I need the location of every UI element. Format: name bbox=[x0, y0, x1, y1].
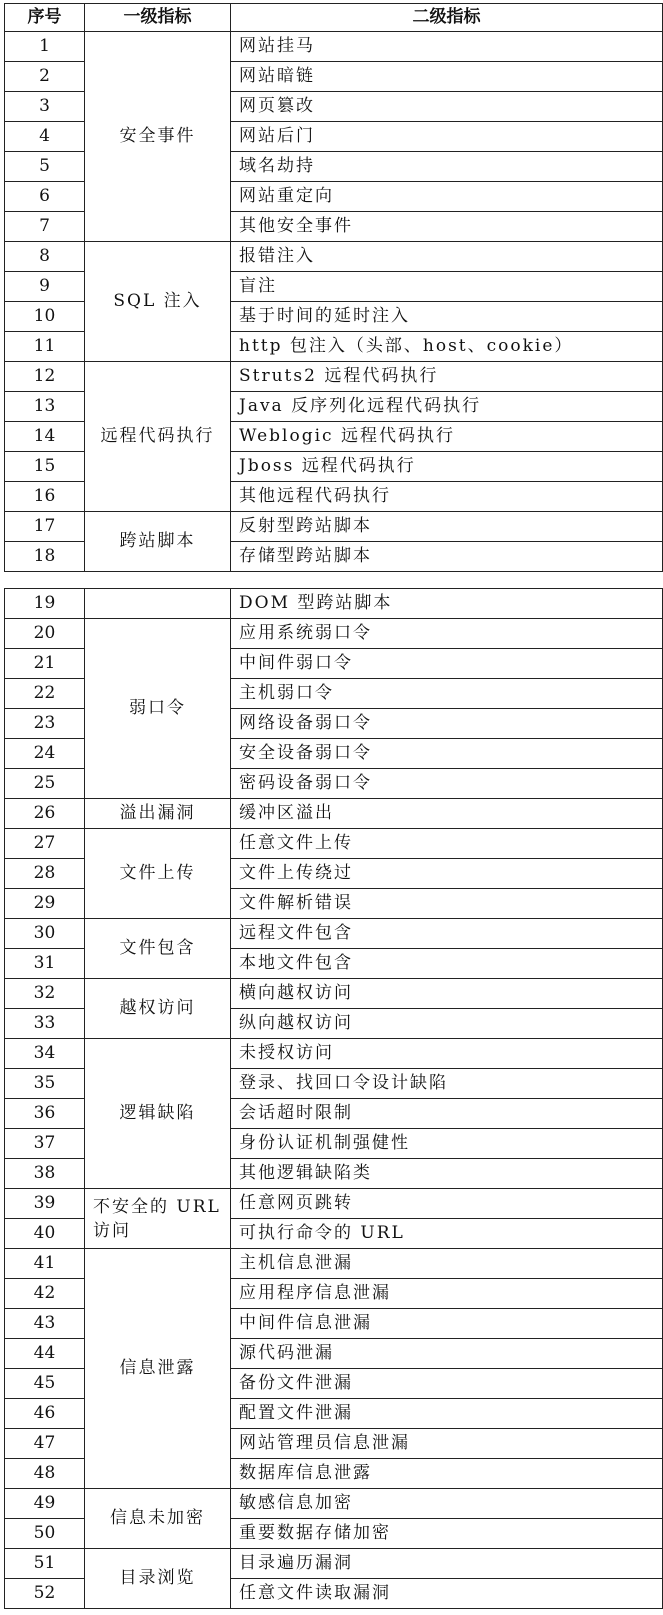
row-number: 23 bbox=[5, 709, 85, 739]
level1-category: 不安全的 URL 访问 bbox=[85, 1189, 231, 1249]
level2-item: 盲注 bbox=[231, 272, 663, 302]
table-row bbox=[5, 512, 663, 542]
level2-item: 配置文件泄漏 bbox=[231, 1399, 663, 1429]
row-number: 41 bbox=[5, 1249, 85, 1279]
row-number: 37 bbox=[5, 1129, 85, 1159]
row-number: 35 bbox=[5, 1069, 85, 1099]
level1-category-continued bbox=[85, 589, 231, 619]
table-row bbox=[5, 589, 663, 619]
level2-item: 重要数据存储加密 bbox=[231, 1519, 663, 1549]
level2-item: 可执行命令的 URL bbox=[231, 1219, 663, 1249]
row-number: 32 bbox=[5, 979, 85, 1009]
level2-item: 报错注入 bbox=[231, 242, 663, 272]
row-number: 29 bbox=[5, 889, 85, 919]
row-number: 4 bbox=[5, 122, 85, 152]
row-number: 33 bbox=[5, 1009, 85, 1039]
level1-category: 远程代码执行 bbox=[85, 362, 231, 512]
row-number: 47 bbox=[5, 1429, 85, 1459]
table-row bbox=[5, 829, 663, 859]
row-number: 44 bbox=[5, 1339, 85, 1369]
row-number: 49 bbox=[5, 1489, 85, 1519]
row-number: 28 bbox=[5, 859, 85, 889]
level2-item: 网络设备弱口令 bbox=[231, 709, 663, 739]
row-number: 14 bbox=[5, 422, 85, 452]
row-number: 43 bbox=[5, 1309, 85, 1339]
row-number: 19 bbox=[5, 589, 85, 619]
level2-item: 网站重定向 bbox=[231, 182, 663, 212]
row-number: 45 bbox=[5, 1369, 85, 1399]
row-number: 52 bbox=[5, 1579, 85, 1609]
table-row bbox=[5, 242, 663, 272]
row-number: 13 bbox=[5, 392, 85, 422]
row-number: 26 bbox=[5, 799, 85, 829]
level2-item: 基于时间的延时注入 bbox=[231, 302, 663, 332]
level1-category: 溢出漏洞 bbox=[85, 799, 231, 829]
row-number: 27 bbox=[5, 829, 85, 859]
table-row bbox=[5, 1039, 663, 1069]
level1-category: 文件上传 bbox=[85, 829, 231, 919]
row-number: 51 bbox=[5, 1549, 85, 1579]
level2-item: 文件解析错误 bbox=[231, 889, 663, 919]
level2-item: 应用系统弱口令 bbox=[231, 619, 663, 649]
level2-item: 横向越权访问 bbox=[231, 979, 663, 1009]
row-number: 5 bbox=[5, 152, 85, 182]
level2-item: Struts2 远程代码执行 bbox=[231, 362, 663, 392]
level2-item: 主机弱口令 bbox=[231, 679, 663, 709]
row-number: 24 bbox=[5, 739, 85, 769]
header-level1: 一级指标 bbox=[85, 4, 231, 32]
row-number: 11 bbox=[5, 332, 85, 362]
level1-category: 安全事件 bbox=[85, 32, 231, 242]
level2-item: 应用程序信息泄漏 bbox=[231, 1279, 663, 1309]
level1-category: 弱口令 bbox=[85, 619, 231, 799]
header-no: 序号 bbox=[5, 4, 85, 32]
level2-item: 任意文件读取漏洞 bbox=[231, 1579, 663, 1609]
row-number: 34 bbox=[5, 1039, 85, 1069]
level2-item: DOM 型跨站脚本 bbox=[231, 589, 663, 619]
level2-item: 纵向越权访问 bbox=[231, 1009, 663, 1039]
row-number: 7 bbox=[5, 212, 85, 242]
indicator-table-part1 bbox=[4, 3, 663, 572]
level1-category: 越权访问 bbox=[85, 979, 231, 1039]
row-number: 36 bbox=[5, 1099, 85, 1129]
row-number: 8 bbox=[5, 242, 85, 272]
level2-item: 中间件弱口令 bbox=[231, 649, 663, 679]
level1-category: 信息泄露 bbox=[85, 1249, 231, 1489]
row-number: 10 bbox=[5, 302, 85, 332]
row-number: 9 bbox=[5, 272, 85, 302]
level2-item: 任意文件上传 bbox=[231, 829, 663, 859]
level2-item: 会话超时限制 bbox=[231, 1099, 663, 1129]
level2-item: Weblogic 远程代码执行 bbox=[231, 422, 663, 452]
row-number: 6 bbox=[5, 182, 85, 212]
row-number: 20 bbox=[5, 619, 85, 649]
row-number: 18 bbox=[5, 542, 85, 572]
level2-item: 密码设备弱口令 bbox=[231, 769, 663, 799]
indicator-table-part2 bbox=[4, 588, 663, 1609]
level2-item: 远程文件包含 bbox=[231, 919, 663, 949]
row-number: 21 bbox=[5, 649, 85, 679]
level2-item: 备份文件泄漏 bbox=[231, 1369, 663, 1399]
level2-item: Jboss 远程代码执行 bbox=[231, 452, 663, 482]
level2-item: 其他远程代码执行 bbox=[231, 482, 663, 512]
level2-item: 其他逻辑缺陷类 bbox=[231, 1159, 663, 1189]
level2-item: 主机信息泄漏 bbox=[231, 1249, 663, 1279]
level2-item: 中间件信息泄漏 bbox=[231, 1309, 663, 1339]
level2-item: 网站管理员信息泄漏 bbox=[231, 1429, 663, 1459]
table-row bbox=[5, 619, 663, 649]
row-number: 40 bbox=[5, 1219, 85, 1249]
level2-item: 任意网页跳转 bbox=[231, 1189, 663, 1219]
level2-item: 本地文件包含 bbox=[231, 949, 663, 979]
row-number: 17 bbox=[5, 512, 85, 542]
level2-item: 未授权访问 bbox=[231, 1039, 663, 1069]
level2-item: 目录遍历漏洞 bbox=[231, 1549, 663, 1579]
row-number: 31 bbox=[5, 949, 85, 979]
level2-item: 网站挂马 bbox=[231, 32, 663, 62]
row-number: 50 bbox=[5, 1519, 85, 1549]
level2-item: http 包注入（头部、host、cookie） bbox=[231, 332, 663, 362]
table-row bbox=[5, 1189, 663, 1219]
level1-category: 跨站脚本 bbox=[85, 512, 231, 572]
row-number: 15 bbox=[5, 452, 85, 482]
level2-item: 网站暗链 bbox=[231, 62, 663, 92]
row-number: 1 bbox=[5, 32, 85, 62]
row-number: 16 bbox=[5, 482, 85, 512]
level2-item: 存储型跨站脚本 bbox=[231, 542, 663, 572]
level1-category: 文件包含 bbox=[85, 919, 231, 979]
level2-item: 文件上传绕过 bbox=[231, 859, 663, 889]
level2-item: 登录、找回口令设计缺陷 bbox=[231, 1069, 663, 1099]
level2-item: 敏感信息加密 bbox=[231, 1489, 663, 1519]
table-row bbox=[5, 362, 663, 392]
level1-category: 目录浏览 bbox=[85, 1549, 231, 1609]
header-level2: 二级指标 bbox=[231, 4, 663, 32]
level2-item: 缓冲区溢出 bbox=[231, 799, 663, 829]
level2-item: 数据库信息泄露 bbox=[231, 1459, 663, 1489]
table-row bbox=[5, 799, 663, 829]
row-number: 38 bbox=[5, 1159, 85, 1189]
level1-category: SQL 注入 bbox=[85, 242, 231, 362]
level2-item: 安全设备弱口令 bbox=[231, 739, 663, 769]
row-number: 12 bbox=[5, 362, 85, 392]
table-row bbox=[5, 979, 663, 1009]
level2-item: 反射型跨站脚本 bbox=[231, 512, 663, 542]
row-number: 25 bbox=[5, 769, 85, 799]
table-row bbox=[5, 1489, 663, 1519]
table-row bbox=[5, 32, 663, 62]
table-row bbox=[5, 919, 663, 949]
table-row bbox=[5, 1549, 663, 1579]
level2-item: Java 反序列化远程代码执行 bbox=[231, 392, 663, 422]
row-number: 48 bbox=[5, 1459, 85, 1489]
level1-category: 信息未加密 bbox=[85, 1489, 231, 1549]
row-number: 46 bbox=[5, 1399, 85, 1429]
level1-category: 逻辑缺陷 bbox=[85, 1039, 231, 1189]
level2-item: 域名劫持 bbox=[231, 152, 663, 182]
table-row bbox=[5, 1249, 663, 1279]
row-number: 30 bbox=[5, 919, 85, 949]
level2-item: 网页篡改 bbox=[231, 92, 663, 122]
row-number: 22 bbox=[5, 679, 85, 709]
level2-item: 身份认证机制强健性 bbox=[231, 1129, 663, 1159]
level2-item: 网站后门 bbox=[231, 122, 663, 152]
row-number: 3 bbox=[5, 92, 85, 122]
level2-item: 源代码泄漏 bbox=[231, 1339, 663, 1369]
row-number: 42 bbox=[5, 1279, 85, 1309]
table-header-row bbox=[5, 4, 663, 32]
level2-item: 其他安全事件 bbox=[231, 212, 663, 242]
row-number: 2 bbox=[5, 62, 85, 92]
row-number: 39 bbox=[5, 1189, 85, 1219]
